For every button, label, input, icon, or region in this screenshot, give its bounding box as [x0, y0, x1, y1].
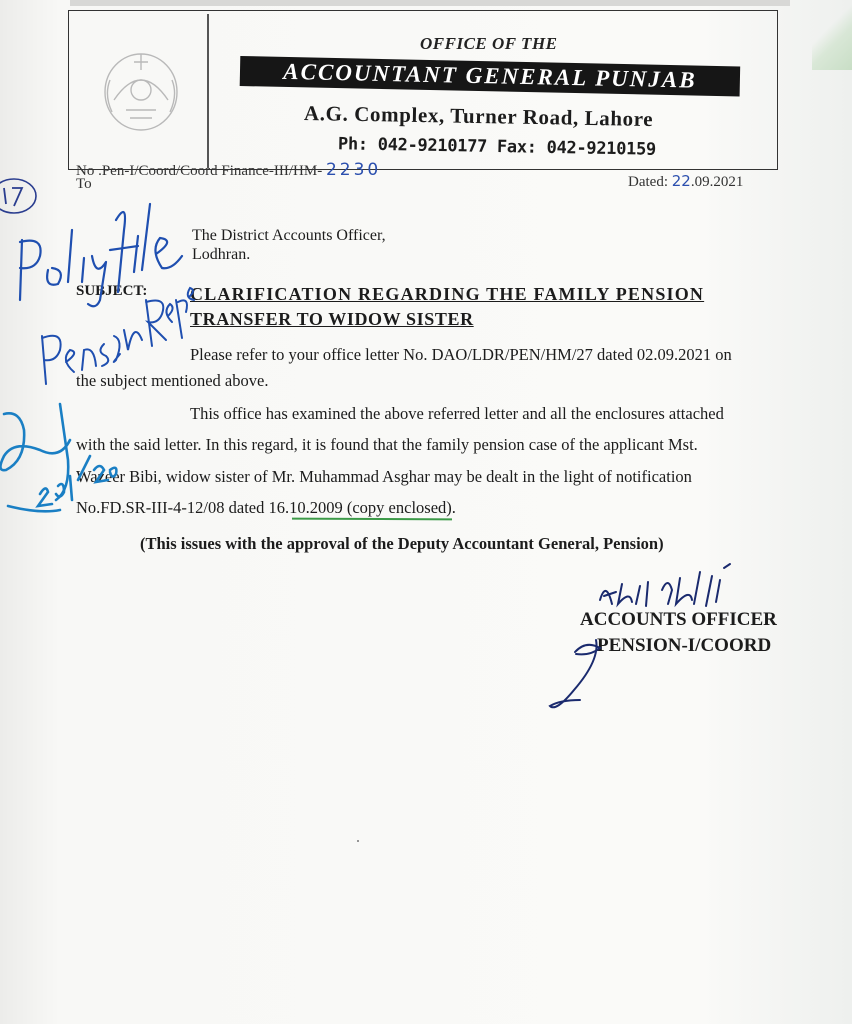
reference-prefix: No .Pen-I/Coord/Coord Finance-III/HM- — [76, 163, 323, 179]
phone-fax: Ph: 042-9210177 Fax: 042-9210159 — [337, 134, 657, 160]
scan-edge — [70, 0, 790, 6]
to-label: To — [76, 176, 92, 192]
signatory-section: PENSION-I/COORD — [597, 635, 772, 656]
paragraph-2-line-4: No.FD.SR-III-4-12/08 dated 16.10.2009 (copy enclosed). — [76, 498, 456, 517]
reference-number — [76, 160, 381, 180]
office-address: A.G. Complex, Turner Road, Lahore — [303, 100, 654, 132]
signatory-title: ACCOUNTS OFFICER — [580, 609, 777, 630]
government-seal-icon — [96, 40, 186, 135]
office-of-heading: OFFICE OF THE — [420, 34, 558, 53]
letterhead-divider — [207, 14, 209, 168]
subject-label: SUBJECT: — [76, 283, 148, 299]
dated-label: Dated: — [628, 174, 672, 190]
reference-handwritten-number: 2230 — [325, 160, 382, 180]
paragraph-1-line-1: Please refer to your office letter No. DAO/LDR/PEN/HM/27 dated 02.09.2021 on — [190, 345, 732, 364]
scan-corner-shadow — [812, 0, 852, 70]
recipient-line-2: Lodhran. — [192, 246, 251, 263]
paragraph-2-line-1: This office has examined the above referred letter and all the enclosures attached — [190, 404, 724, 423]
subject-line-1: CLARIFICATION REGARDING THE FAMILY PENSION — [190, 284, 705, 304]
dated-day-handwritten: 22 — [671, 172, 691, 190]
paragraph-2-line-3: Wazeer Bibi, widow sister of Mr. Muhammad Asghar may be dealt in the light of notification — [76, 467, 692, 486]
approval-note: (This issues with the approval of the Deputy Accountant General, Pension) — [140, 534, 664, 553]
paragraph-1-line-2: the subject mentioned above. — [76, 371, 269, 390]
scan-speck — [357, 840, 359, 842]
subject-line-2: TRANSFER TO WIDOW SISTER — [190, 309, 474, 329]
organization-name-banner: ACCOUNTANT GENERAL PUNJAB — [240, 56, 741, 96]
recipient-line-1: The District Accounts Officer, — [192, 227, 386, 244]
paragraph-2-line-2: with the said letter. In this regard, it is found that the family pension case of the applicant Mst. — [76, 435, 698, 454]
dated-rest: .09.2021 — [690, 174, 744, 190]
letter-date — [628, 172, 743, 191]
